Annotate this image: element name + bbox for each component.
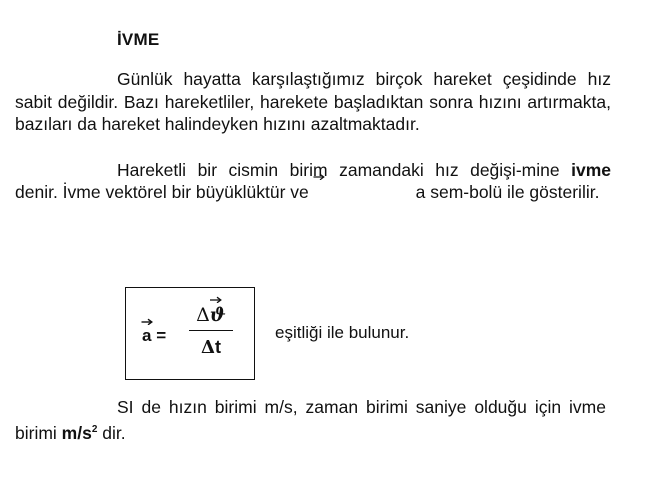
velocity-vector-symbol: [210, 302, 226, 328]
formula-a-letter: a: [142, 325, 152, 345]
vector-arrow-icon: [142, 317, 151, 325]
term-ivme: ivme: [571, 159, 611, 180]
delta-symbol: Δ: [196, 303, 210, 326]
paragraph-3: [15, 396, 606, 444]
paragraph-3-text: [15, 396, 606, 444]
section-title: İVME: [117, 30, 160, 49]
formula-numerator: [189, 302, 233, 328]
delta-symbol: Δ: [201, 337, 215, 359]
formula-denominator: [189, 335, 233, 360]
fraction-line: [189, 330, 233, 332]
unit-text: [62, 423, 98, 443]
paragraph-3-text-end: dir.: [97, 422, 126, 443]
formula-box: [125, 287, 255, 380]
time-letter: t: [214, 337, 221, 358]
formula-note: eşitliği ile bulunur.: [275, 323, 410, 342]
document: [15, 30, 611, 222]
paragraph-2: [15, 159, 611, 204]
paragraph-2-text-middle: denir. İvme vektörel bir büyüklüktür ve: [15, 182, 314, 202]
formula-equals: =: [151, 325, 167, 345]
unit-exponent: 2: [91, 423, 98, 435]
vector-a-letter: a: [415, 182, 426, 202]
vector-a-symbol: [314, 181, 426, 204]
vector-arrow-icon: [210, 295, 226, 303]
velocity-letter: ϑ: [209, 303, 226, 326]
paragraph-2-text-end: sem-bolü ile gösterilir.: [425, 182, 600, 202]
paragraph-3-text-start: SI de hızın birimi m/s, zaman birimi saniye olduğu için ivme birimi: [15, 397, 606, 443]
paragraph-2-text: [15, 159, 611, 204]
formula-fraction: [189, 302, 233, 361]
formula-row: [125, 285, 409, 381]
vector-arrow-icon: [314, 172, 426, 180]
paragraph-1-text: Günlük hayatta karşılaştığımız birçok hareket çeşidinde hız sabit değildir. Bazı hareketliler, harekete başladıktan sonra hızını artırmakta, bazıları da hareket halindeyken hızını azaltmaktadır.: [15, 69, 611, 134]
unit-base: m/s: [61, 422, 92, 443]
formula-vector-a: [142, 326, 151, 346]
paragraph-1: [15, 68, 611, 136]
formula-lhs: [142, 326, 166, 346]
paragraph-2-text-start: Hareketli bir cismin birim zamandaki hız değişi-mine: [117, 159, 572, 180]
